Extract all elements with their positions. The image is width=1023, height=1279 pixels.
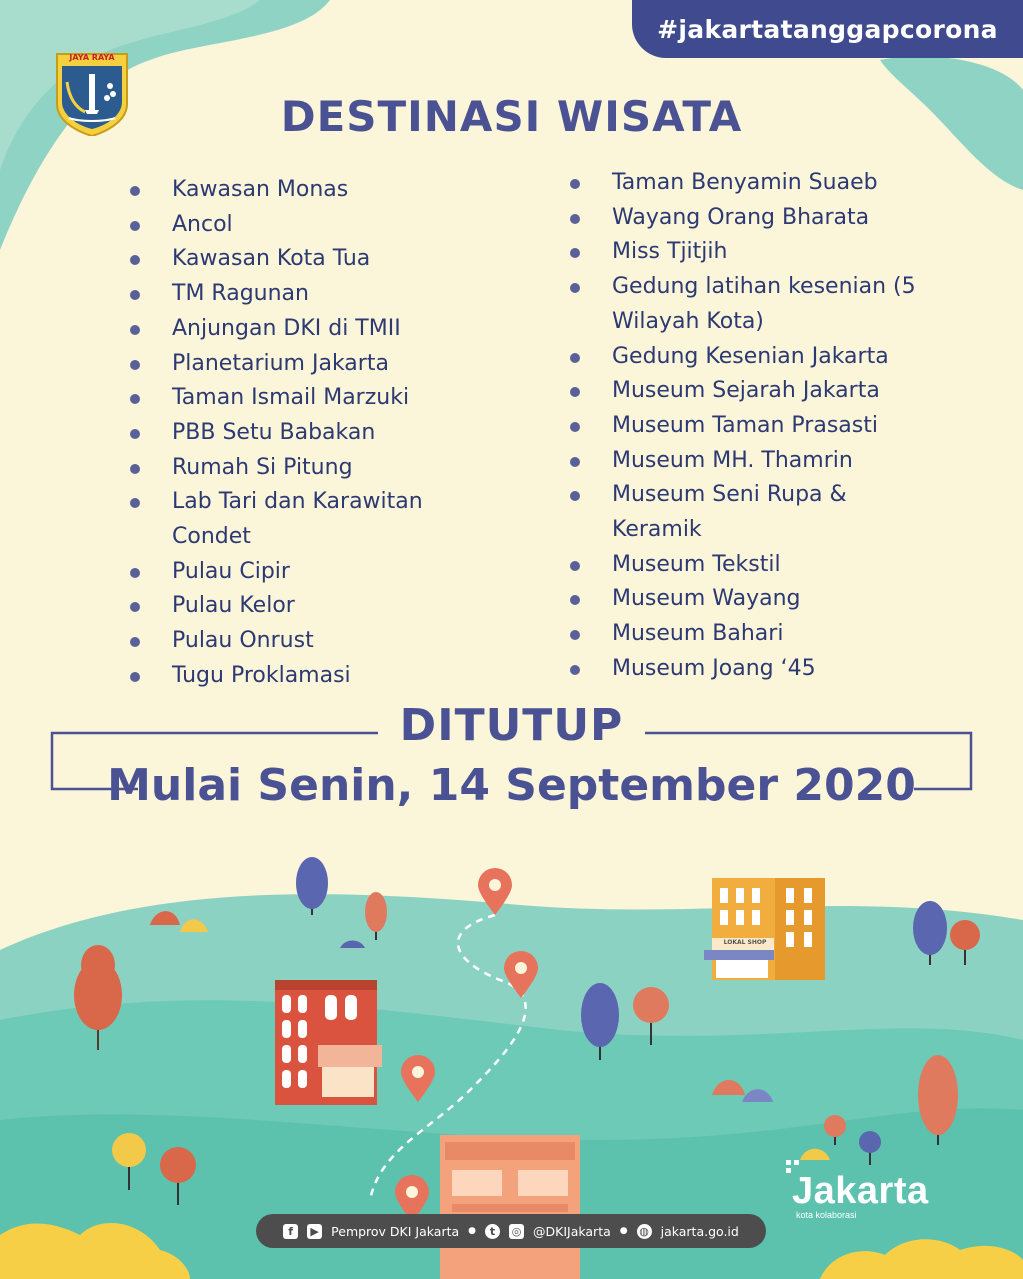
destination-item: Museum MH. Thamrin <box>570 444 990 479</box>
destination-item: Museum Sejarah Jakarta <box>570 374 990 409</box>
building-sign: LOKAL SHOP <box>723 939 767 946</box>
destination-item: Ancol <box>130 208 510 243</box>
destination-item: Kawasan Monas <box>130 173 510 208</box>
status-heading: DITUTUP <box>399 700 624 751</box>
destination-item: Gedung Kesenian Jakarta <box>570 340 990 375</box>
social-footer <box>256 1214 766 1248</box>
facebook-icon: f <box>283 1224 298 1239</box>
destination-item: TM Ragunan <box>130 277 510 312</box>
building-red <box>275 980 382 1105</box>
jakarta-brand <box>792 1170 929 1220</box>
building-orange <box>440 1135 580 1279</box>
destination-item: Museum Bahari <box>570 617 990 652</box>
hashtag-banner: #jakartatanggapcorona <box>632 0 1023 58</box>
page-title: DESTINASI WISATA <box>280 92 743 141</box>
website-link[interactable]: jakarta.go.id <box>660 1223 739 1239</box>
brand-name: Jakarta <box>792 1170 929 1212</box>
separator-dot: ● <box>619 1226 628 1236</box>
destination-item: Pulau Onrust <box>130 624 510 659</box>
instagram-icon: ◎ <box>509 1224 524 1239</box>
globe-icon: ◍ <box>637 1224 652 1239</box>
destination-list-right <box>570 166 990 687</box>
destination-item: Tugu Proklamasi <box>130 659 510 694</box>
destination-item: Rumah Si Pitung <box>130 451 510 486</box>
twitter-icon: t <box>485 1224 500 1239</box>
destination-item: Taman Benyamin Suaeb <box>570 166 990 201</box>
destination-item: Planetarium Jakarta <box>130 347 510 382</box>
destination-item: Museum Tekstil <box>570 548 990 583</box>
separator-dot: ● <box>468 1226 477 1236</box>
destination-item: Taman Ismail Marzuki <box>130 381 510 416</box>
brand-tagline: kota kolaborasi <box>796 1210 857 1220</box>
destination-item: Museum Taman Prasasti <box>570 409 990 444</box>
closure-date: Mulai Senin, 14 September 2020 <box>107 760 916 811</box>
youtube-icon: ▶ <box>307 1224 322 1239</box>
destination-list-left <box>130 173 510 694</box>
destination-item: Museum Seni Rupa & Keramik <box>570 478 884 547</box>
destination-item: Gedung latihan kesenian (5 Wilayah Kota) <box>570 270 954 339</box>
facebook-handle[interactable]: Pemprov DKI Jakarta <box>331 1223 460 1239</box>
destination-item: PBB Setu Babakan <box>130 416 510 451</box>
twitter-handle[interactable]: @DKIJakarta <box>533 1223 611 1239</box>
destination-item: Lab Tari dan Karawitan Condet <box>130 485 444 554</box>
destination-item: Anjungan DKI di TMII <box>130 312 510 347</box>
destination-item: Museum Wayang <box>570 582 990 617</box>
destination-item: Wayang Orang Bharata <box>570 201 990 236</box>
building-yellow <box>704 878 825 980</box>
destination-item: Kawasan Kota Tua <box>130 242 510 277</box>
destination-item: Museum Joang ‘45 <box>570 652 990 687</box>
destination-item: Miss Tjitjih <box>570 235 990 270</box>
destination-item: Pulau Cipir <box>130 555 510 590</box>
emblem-motto: JAYA RAYA <box>69 53 115 62</box>
destination-item: Pulau Kelor <box>130 589 510 624</box>
